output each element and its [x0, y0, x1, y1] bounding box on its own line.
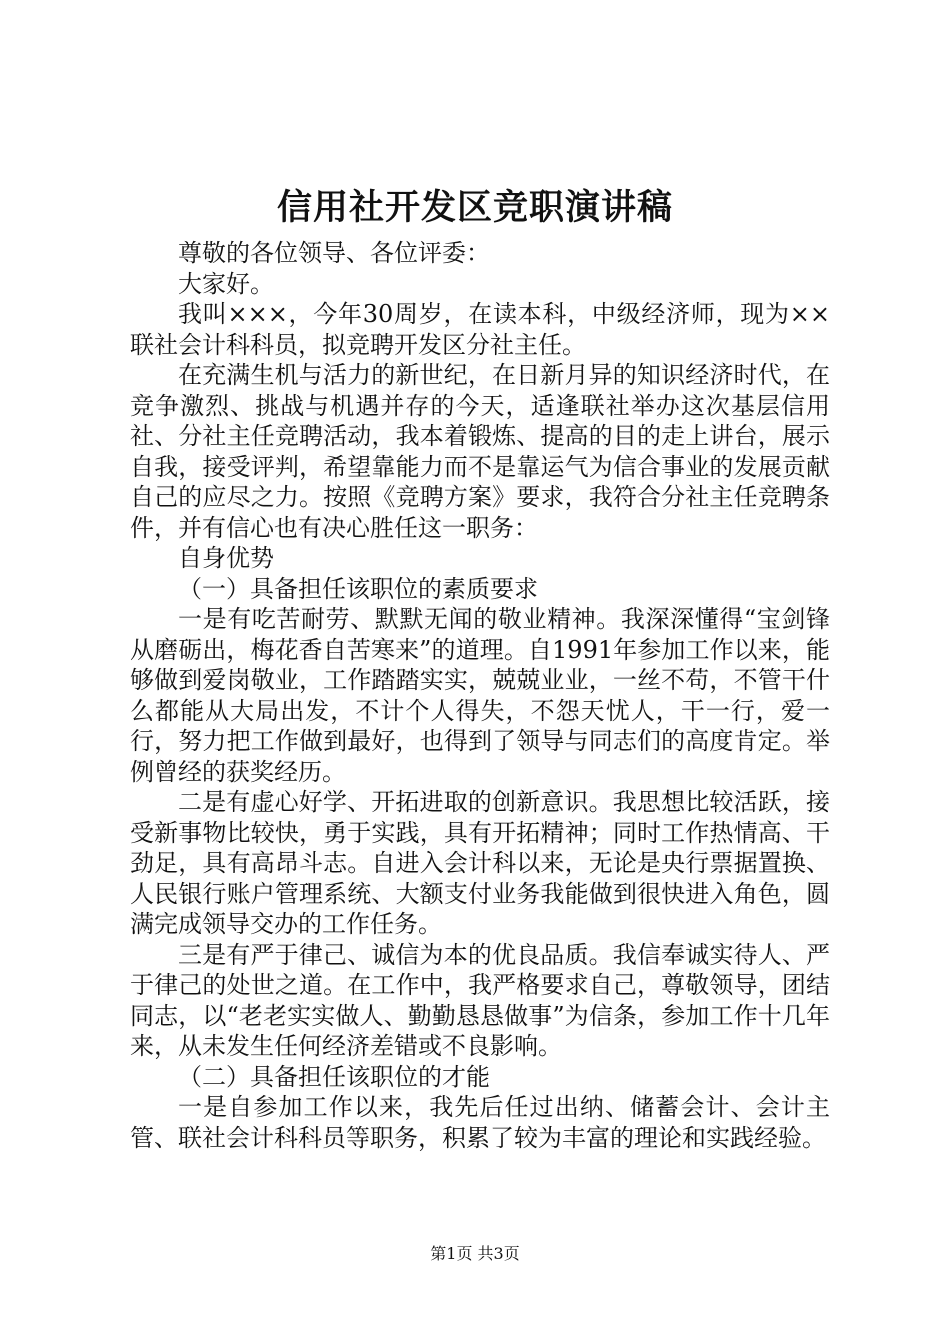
paragraph-innovation: 二是有虚心好学、开拓进取的创新意识。我思想比较活跃，接受新事物比较快，勇于实践，具有开拓精神；同时工作热情高、干劲足，具有高昂斗志。自进入会计科以来，无论是央行票据置换、人民银行账户管理系统、大额支付业务我能做到很快进入角色，圆满完成领导交办的工作任务。 — [130, 788, 830, 938]
paragraph-salutation: 尊敬的各位领导、各位评委： — [178, 239, 490, 267]
paragraph-dedication: 一是有吃苦耐劳、默默无闻的敬业精神。我深深懂得“宝剑锋从磨砺出，梅花香自苦寒来”的道理。自1991年参加工作以来，能够做到爱岗敬业，工作踏踏实实，兢兢业业，一丝不苟，不管干什么都能从大局出发，不计个人得失，不怨天忧人，干一行，爱一行，努力把工作做到最好，也得到了领导与同志们的高度肯定。举例曾经的获奖经历。 — [130, 605, 830, 786]
paragraph-self-introduction: 我叫×××，今年30周岁，在读本科，中级经济师，现为××联社会计科科员，拟竞聘开发区分社主任。 — [130, 300, 830, 359]
document-body — [130, 238, 830, 1153]
subsection-heading-qualities: （一）具备担任该职位的素质要求 — [178, 574, 538, 603]
paragraph-integrity: 三是有严于律己、诚信为本的优良品质。我信奉诚实待人、严于律己的处世之道。在工作中，我严格要求自己，尊敬领导，团结同志，以“老老实实做人、勤勤恳恳做事”为信条，参加工作十几年来，从未发生任何经济差错或不良影响。 — [130, 940, 830, 1060]
subsection-heading-abilities: （二）具备担任该职位的才能 — [178, 1062, 490, 1091]
paragraph-greeting: 大家好。 — [178, 269, 274, 298]
page-number-footer: 第1页 共3页 — [430, 1244, 520, 1263]
paragraph-purpose: 在充满生机与活力的新世纪，在日新月异的知识经济时代，在竞争激烈、挑战与机遇并存的今天，适逢联社举办这次基层信用社、分社主任竞聘活动，我本着锻炼、提高的目的走上讲台，展示自我，接受评判，希望靠能力而不是靠运气为信合事业的发展贡献自己的应尽之力。按照《竞聘方案》要求，我符合分社主任竞聘条件，并有信心也有决心胜任这一职务： — [130, 361, 830, 542]
document-title: 信用社开发区竞职演讲稿 — [276, 187, 673, 228]
paragraph-experience: 一是自参加工作以来，我先后任过出纳、储蓄会计、会计主管、联社会计科科员等职务，积累了较为丰富的理论和实践经验。 — [130, 1093, 830, 1152]
section-heading-strengths: 自身优势 — [178, 544, 274, 572]
